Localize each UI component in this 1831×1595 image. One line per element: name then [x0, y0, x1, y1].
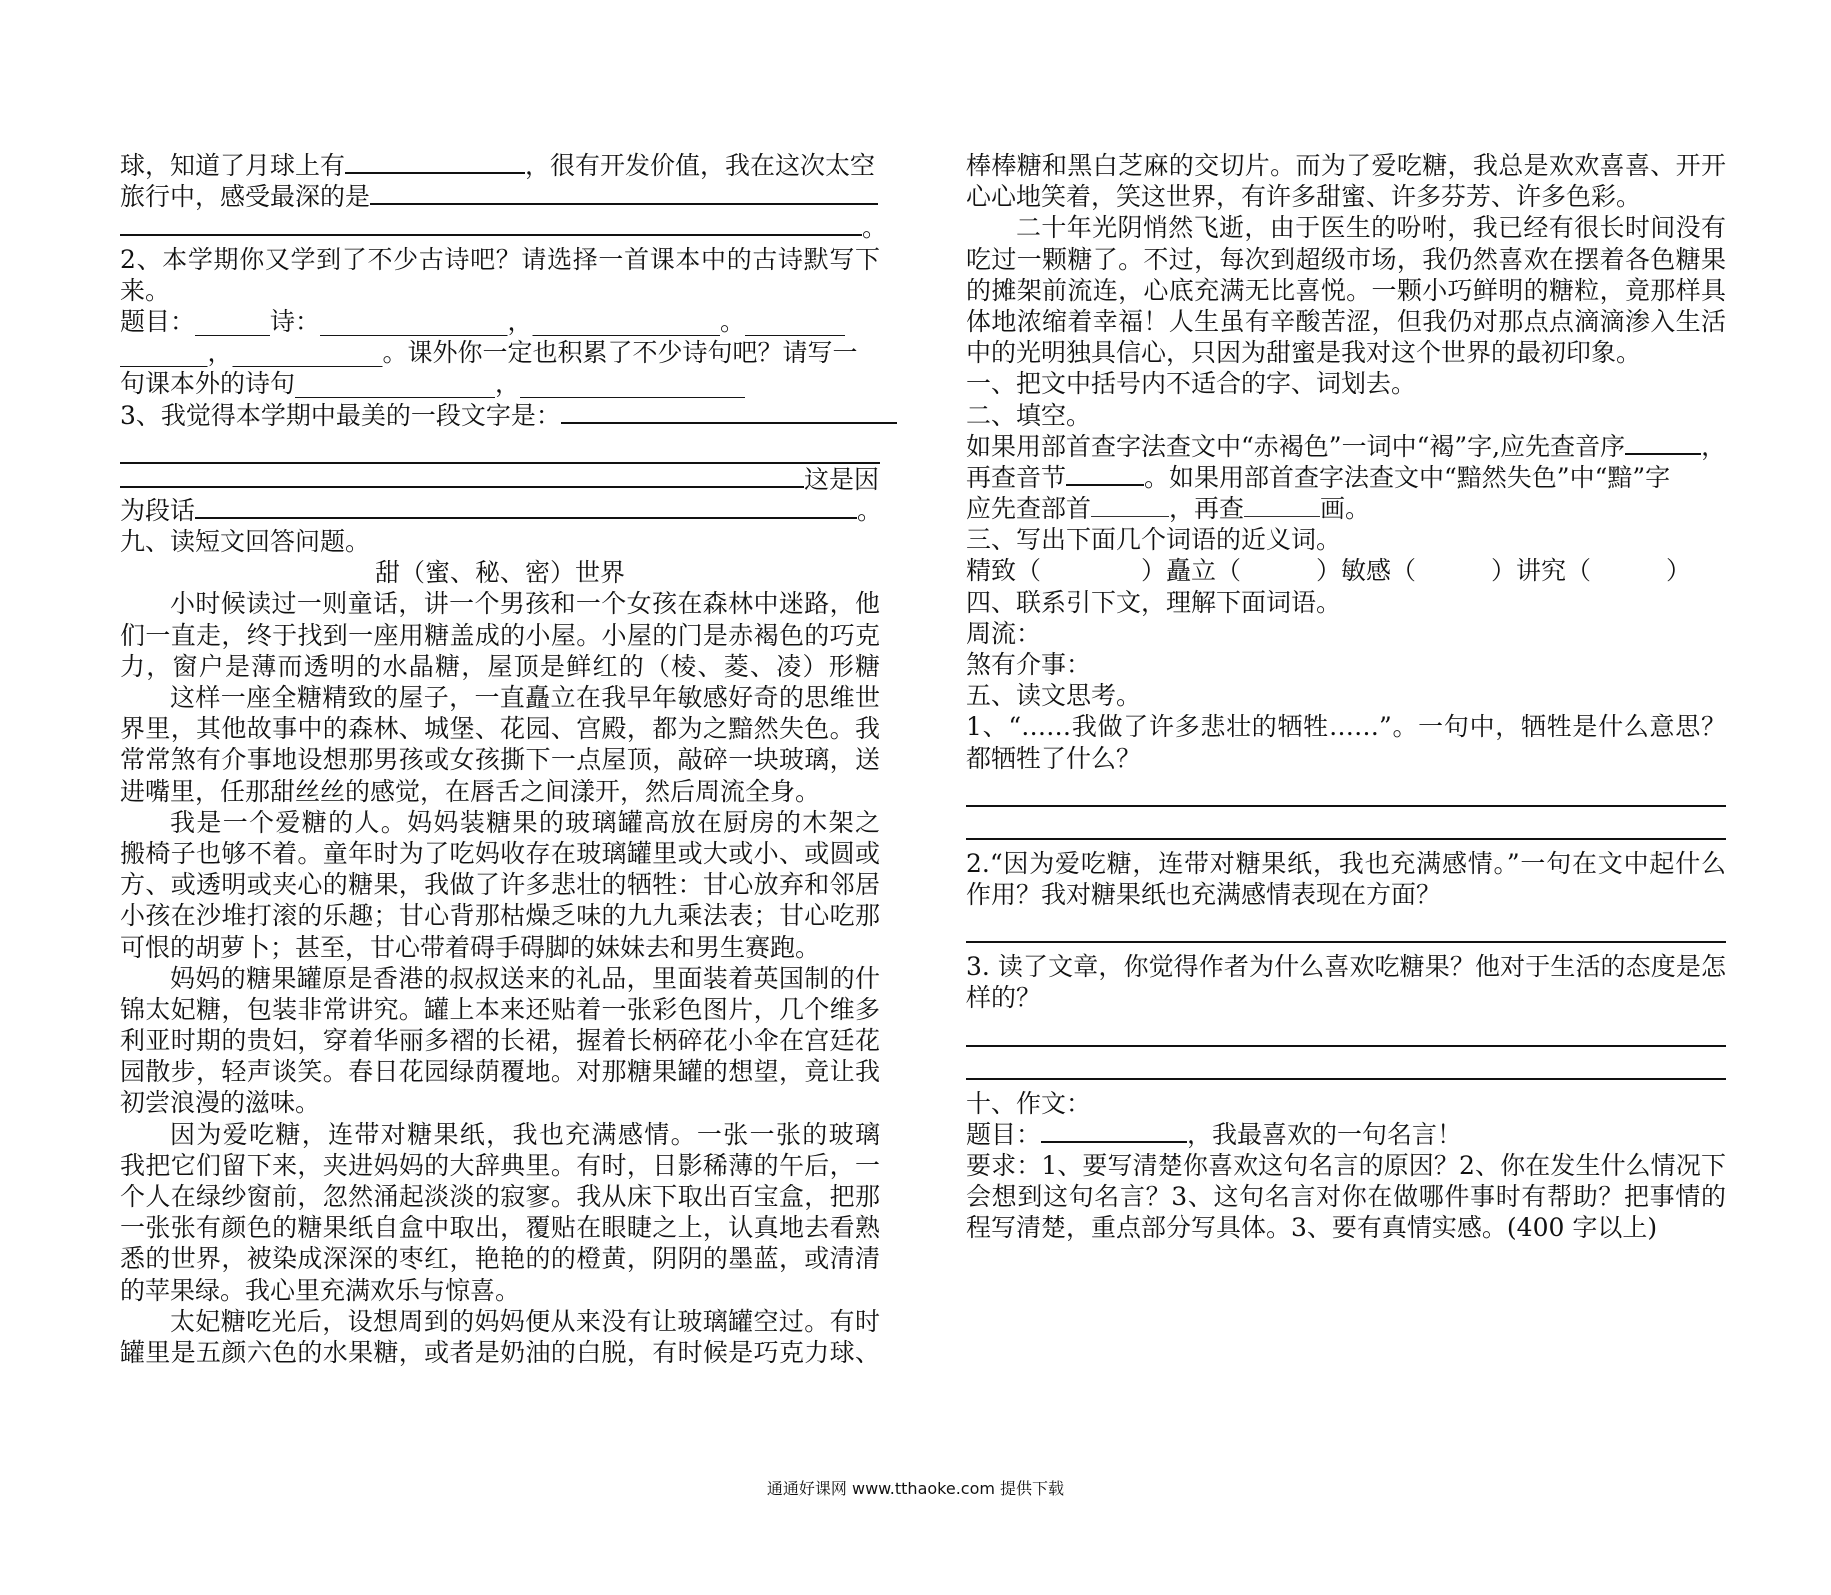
paragraph-line: 吃过一颗糖了。不过，每次到超级市场，我仍然喜欢在摆着各色糖果: [966, 244, 1726, 274]
question-3: 3、我觉得本学期中最美的一段文字是：: [120, 400, 880, 431]
answer-blank[interactable]: [195, 495, 857, 519]
text-line: 。: [120, 212, 880, 243]
paragraph-line: 界里，其他故事中的森林、城堡、花园、宫殿，都为之黯然失色。我: [120, 714, 880, 744]
paragraph-line: 的摊架前流连，心底充满无比喜悦。一颗小巧鲜明的糖粒，竟那样具: [966, 275, 1726, 305]
fill-line: 如果用部首查字法查文中“赤褐色”一词中“褐”字,应先查音序 ，: [966, 431, 1727, 461]
paragraph-line: 的苹果绿。我心里充满欢乐与惊喜。: [120, 1275, 521, 1305]
text-line: 球，知道了月球上有 ，很有开发价值，我在这次太空: [120, 151, 876, 180]
text-line: _______，____________。课外你一定也积累了不少诗句吧？请写一: [120, 338, 858, 368]
answer-blank[interactable]: [345, 150, 525, 174]
paragraph-line: 常常煞有介事地设想那男孩或女孩撕下一点屋顶，敲碎一块玻璃，送: [120, 745, 880, 775]
paragraph-line: 我是一个爱糖的人。妈妈装糖果的玻璃罐高放在厨房的木架之: [170, 807, 880, 837]
paragraph-line: 搬椅子也够不着。童年时为了吃妈收存在玻璃罐里或大或小、或圆或: [120, 838, 880, 868]
right-column: [966, 150, 1726, 1243]
paragraph-line: 们一直走，终于找到一座用糖盖成的小屋。小屋的门是赤褐色的巧克: [120, 620, 880, 650]
paragraph-line: 进嘴里，任那甜丝丝的感觉，在唇舌之间漾开，然后周流全身。: [120, 776, 821, 806]
paragraph-line: 这样一座全糖精致的屋子，一直矗立在我早年敏感好奇的思维世: [170, 683, 880, 712]
requirement-line: 程写清楚，重点部分写具体。3、要有真情实感。(400 字以上): [966, 1213, 1658, 1243]
paragraph-line: 锦太妃糖，包装非常讲究。罐上本来还贴着一张彩色图片，几个维多: [120, 994, 880, 1024]
question-line: 样的？: [966, 983, 1042, 1013]
paragraph-line: 小时候读过一则童话，讲一个男孩和一个女孩在森林中迷路，他: [170, 589, 880, 619]
text-line: 旅行中，感受最深的是: [120, 181, 880, 212]
answer-line[interactable]: [966, 1014, 1726, 1047]
paragraph-line: 一张张有颜色的糖果纸自盒中取出，覆贴在眼睫之上，认真地去看熟: [120, 1213, 880, 1243]
paragraph-line: 方、或透明或夹心的糖果，我做了许多悲壮的牺牲：甘心放弃和邻居: [120, 870, 880, 900]
paragraph-line: 因为爱吃糖，连带对糖果纸，我也充满感情。一张一张的玻璃: [170, 1119, 880, 1149]
paragraph-line: 利亚时期的贵妇，穿着华丽多褶的长裙，握着长柄碎花小伞在宫廷花: [120, 1026, 880, 1056]
paragraph-line: 心心地笑着，笑这世界，有许多甜蜜、许多芬芳、许多色彩。: [966, 182, 1642, 212]
text-line: 句课本外的诗句________________，__________________: [120, 369, 746, 399]
essay-topic: 题目： ，我最喜欢的一句名言！: [966, 1119, 1463, 1149]
answer-line[interactable]: [966, 807, 1726, 840]
requirement-line: 会想到这句名言？3、这句名言对你在做哪件事时有帮助？把事情的: [966, 1182, 1726, 1212]
article-title: 甜（蜜、秘、密）世界: [374, 558, 625, 588]
word-prompt: 周流：: [966, 618, 1042, 648]
answer-line[interactable]: [966, 1047, 1726, 1080]
exercise-2-heading: 二、填空。: [966, 400, 1092, 430]
text-line: 这是因: [120, 464, 880, 495]
paragraph-line: 中的光明独具信心，只因为甜蜜是我对这个世界的最初印象。: [966, 338, 1642, 368]
paragraph-line: 妈妈的糖果罐原是香港的叔叔送来的礼品，里面装着英国制的什: [170, 963, 880, 993]
paragraph-line: 体地浓缩着幸福！人生虽有辛酸苦涩，但我仍对那点点滴滴渗入生活: [966, 306, 1726, 336]
left-column: [120, 150, 888, 1368]
answer-blank[interactable]: [120, 464, 804, 488]
paragraph-line: 罐里是五颜六色的水果糖，或者是奶油的白脱，有时候是巧克力球、: [120, 1337, 880, 1367]
paragraph-line: 初尝浪漫的滋味。: [120, 1088, 321, 1118]
word-prompt: 煞有介事：: [966, 650, 1092, 679]
answer-blank[interactable]: [1041, 1119, 1187, 1143]
answer-line[interactable]: [966, 910, 1726, 943]
answer-line[interactable]: [120, 431, 880, 464]
footer-credit: 通通好课网 www.tthaoke.com 提供下载: [766, 1479, 1065, 1498]
exercise-1: 一、把文中括号内不适合的字、词划去。: [966, 369, 1417, 399]
paragraph-line: 棒棒糖和黑白芝麻的交切片。而为了爱吃糖，我总是欢欢喜喜、开开: [966, 151, 1726, 180]
synonym-blanks[interactable]: 精致（ ）矗立（ ）敏感（ ）讲究（ ）: [966, 556, 1692, 586]
answer-blank[interactable]: [1625, 431, 1701, 455]
answer-blank[interactable]: [370, 181, 878, 205]
paragraph-line: 小孩在沙堆打滚的乐趣；甘心背那枯燥乏味的九九乘法表；甘心吃那: [120, 901, 880, 931]
exercise-3-heading: 三、写出下面几个词语的近义词。: [966, 525, 1342, 555]
question-line: 作用？我对糖果纸也充满感情表现在方面？: [966, 879, 1442, 909]
paragraph-line: 可恨的胡萝卜；甚至，甘心带着碍手碍脚的妹妹去和男生赛跑。: [120, 932, 821, 962]
answer-blank[interactable]: [1091, 494, 1169, 517]
question-line: 都牺牲了什么？: [966, 743, 1142, 773]
paragraph-line: 悉的世界，被染成深深的枣红，艳艳的的橙黄，阴阴的墨蓝，或清清: [120, 1244, 880, 1274]
exercise-4-heading: 四、联系引下文，理解下面词语。: [966, 587, 1342, 617]
section-9-heading: 九、读短文回答问题。: [120, 527, 371, 557]
answer-blank[interactable]: [561, 400, 897, 424]
answer-blank[interactable]: [1066, 462, 1144, 486]
paragraph-line: 我把它们留下来，夹进妈妈的大辞典里。有时，日影稀薄的午后，一: [120, 1150, 880, 1180]
section-10-heading: 十、作文：: [966, 1088, 1092, 1118]
paragraph-line: 园散步，轻声谈笑。春日花园绿荫覆地。对那糖果罐的想望，竟让我: [120, 1057, 880, 1087]
text-line: 为段话 。: [120, 495, 883, 525]
paragraph-line: 二十年光阴悄然飞逝，由于医生的吩咐，我已经有很长时间没有: [1016, 213, 1726, 243]
exercise-5-heading: 五、读文思考。: [966, 681, 1142, 711]
paragraph-line: 太妃糖吃光后，设想周到的妈妈便从来没有让玻璃罐空过。有时: [170, 1306, 880, 1336]
question-line: 3. 读了文章，你觉得作者为什么喜欢吃糖果？他对于生活的态度是怎: [966, 952, 1726, 982]
text-line: 题目：______诗：_______________，_______________。________: [120, 306, 846, 336]
answer-line[interactable]: [966, 774, 1726, 807]
question-line: 2.“因为爱吃糖，连带对糖果纸，我也充满感情。”一句在文中起什么: [966, 848, 1726, 878]
fill-line: 应先查部首 ，再查 画。: [966, 494, 1371, 524]
text-line: 来。: [120, 275, 171, 305]
answer-blank[interactable]: [120, 212, 862, 236]
question-line: 1、“……我做了许多悲壮的牺牲……”。一句中，牺牲是什么意思？: [966, 712, 1726, 742]
paragraph-line: 个人在绿纱窗前，忽然涌起淡淡的寂寥。我从床下取出百宝盒，把那: [120, 1182, 880, 1211]
question-2: 2、本学期你又学到了不少古诗吧？请选择一首课本中的古诗默写下: [120, 244, 880, 274]
fill-line: 再查音节 。如果用部首查字法查文中“黯然失色”中“黯”字: [966, 462, 1671, 492]
answer-blank[interactable]: [1244, 494, 1320, 517]
requirement-line: 要求：1、要写清楚你喜欢这句名言的原因？2、你在发生什么情况下: [966, 1150, 1726, 1180]
paragraph-line: 力，窗户是薄而透明的水晶糖，屋顶是鲜红的（棱、菱、凌）形糖: [120, 651, 880, 681]
